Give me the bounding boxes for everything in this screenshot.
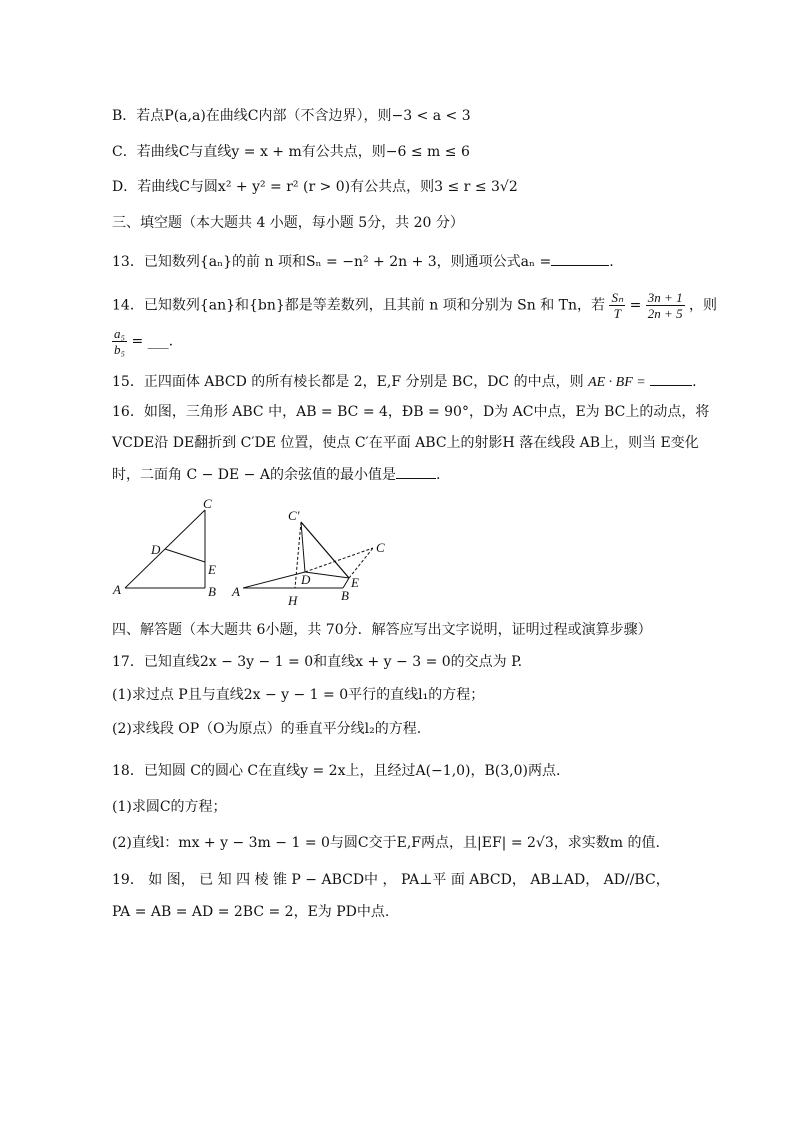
question-14-line2: $\frac{\text{a₅}}{\text{b₅}}$ = ___. <box>114 326 174 357</box>
question-19-line1: 19． 如 图， 已 知 四 棱 锥 P − ABCD中 ， PA⊥平 面 ABCD， AB⊥AD， AD//BC， <box>112 872 670 888</box>
answer-blank <box>396 466 436 479</box>
geometry-figure <box>105 490 405 610</box>
label-b: B <box>208 584 216 599</box>
option-d: D．若曲线C与圆x² + y² = r² (r > 0)有公共点，则3 ≤ r ≤ 3√2 <box>112 179 518 195</box>
question-18-part1: (1)求圆C的方程； <box>112 799 227 815</box>
label-c-prime: C′ <box>288 508 300 523</box>
question-13: 13．已知数列{aₙ}的前 n 项和Sₙ = −n² + 2n + 3，则通项公式aₙ = . <box>112 254 614 270</box>
question-16-line2: VCDE沿 DE翻折到 C′DE 位置，使点 C′在平面 ABC上的射影H 落在线段 AB上，则当 E变化 <box>112 435 699 451</box>
answer-blank <box>650 373 692 386</box>
question-14-line1: 14．已知数列{an}和{bn}都是等差数列，且其前 n 项和分别为 Sn 和 Tn，若 $\frac{\text{Sₙ}}{T}$ = $\frac{3n + 1}{2n + 5}$ ，则 <box>112 290 718 321</box>
question-18-part2: (2)直线l：mx + y − 3m − 1 = 0与圆C交于E,F两点，且|EF| = 2√3，求实数m 的值. <box>112 835 660 851</box>
label-d: D <box>301 572 311 587</box>
question-14-text: 14．已知数列{an}和{bn}都是等差数列，且其前 n 项和分别为 Sn 和 Tn，若 <box>112 297 606 314</box>
triangle-figure-left <box>112 496 216 599</box>
label-c: C <box>203 496 212 511</box>
label-b: B <box>341 588 349 603</box>
label-a: A <box>113 582 121 597</box>
folded-figure-right <box>231 508 385 608</box>
question-19-line2: PA = AB = AD = 2BC = 2，E为 PD中点. <box>112 904 390 920</box>
section-fill-blank: 三、填空题（本大题共 4 小题，每小题 5分，共 20 分） <box>112 215 464 231</box>
question-17-part1: (1)求过点 P且与直线2x − y − 1 = 0平行的直线l₁的方程； <box>112 687 485 703</box>
label-a: A <box>232 584 240 599</box>
option-b: B．若点P(a,a)在曲线C内部（不含边界），则−3 < a < 3 <box>112 108 471 124</box>
question-13-text: 13．已知数列{aₙ}的前 n 项和Sₙ = −n² + 2n + 3，则通项公式aₙ = <box>112 254 552 270</box>
question-16-line3: 时，二面角 C − DE − A的余弦值的最小值是 . <box>112 467 441 483</box>
label-c: C <box>376 540 385 555</box>
label-e: E <box>208 562 216 577</box>
label-e: E <box>351 575 359 590</box>
question-16-line1: 16．如图，三角形 ABC 中，AB = BC = 4，ÐB = 90°，D为 AC中点，E为 BC上的动点，将 <box>112 404 710 420</box>
answer-blank <box>551 253 609 266</box>
question-15: 15．正四面体 ABCD 的所有棱长都是 2，E,F 分别是 BC，DC 的中点，则 AE · BF = . <box>112 374 697 390</box>
vector-dot-product: AE · BF = <box>588 375 646 390</box>
question-17-part2: (2)求线段 OP（O为原点）的垂直平分线l₂的方程. <box>112 721 422 737</box>
fraction-a5-b5: $\frac{\text{a₅}}{\text{b₅}}$ <box>114 326 126 357</box>
fraction-ratio: $\frac{3n + 1}{2n + 5}$ <box>647 290 683 321</box>
label-d: D <box>151 542 161 557</box>
question-18: 18．已知圆 C的圆心 C在直线y = 2x上，且经过A(−1,0)，B(3,0)两点. <box>112 763 561 779</box>
label-h: H <box>288 593 298 608</box>
question-17: 17．已知直线2x − 3y − 1 = 0和直线x + y − 3 = 0的交点为 P. <box>112 654 523 670</box>
fraction-sn-t: $\frac{\text{Sₙ}}{T}$ <box>611 290 624 321</box>
section-answer-questions: 四、解答题（本大题共 6小题，共 70分．解答应写出文字说明，证明过程或演算步骤） <box>112 622 652 638</box>
option-c: C．若曲线C与直线y = x + m有公共点，则−6 ≤ m ≤ 6 <box>112 144 470 160</box>
